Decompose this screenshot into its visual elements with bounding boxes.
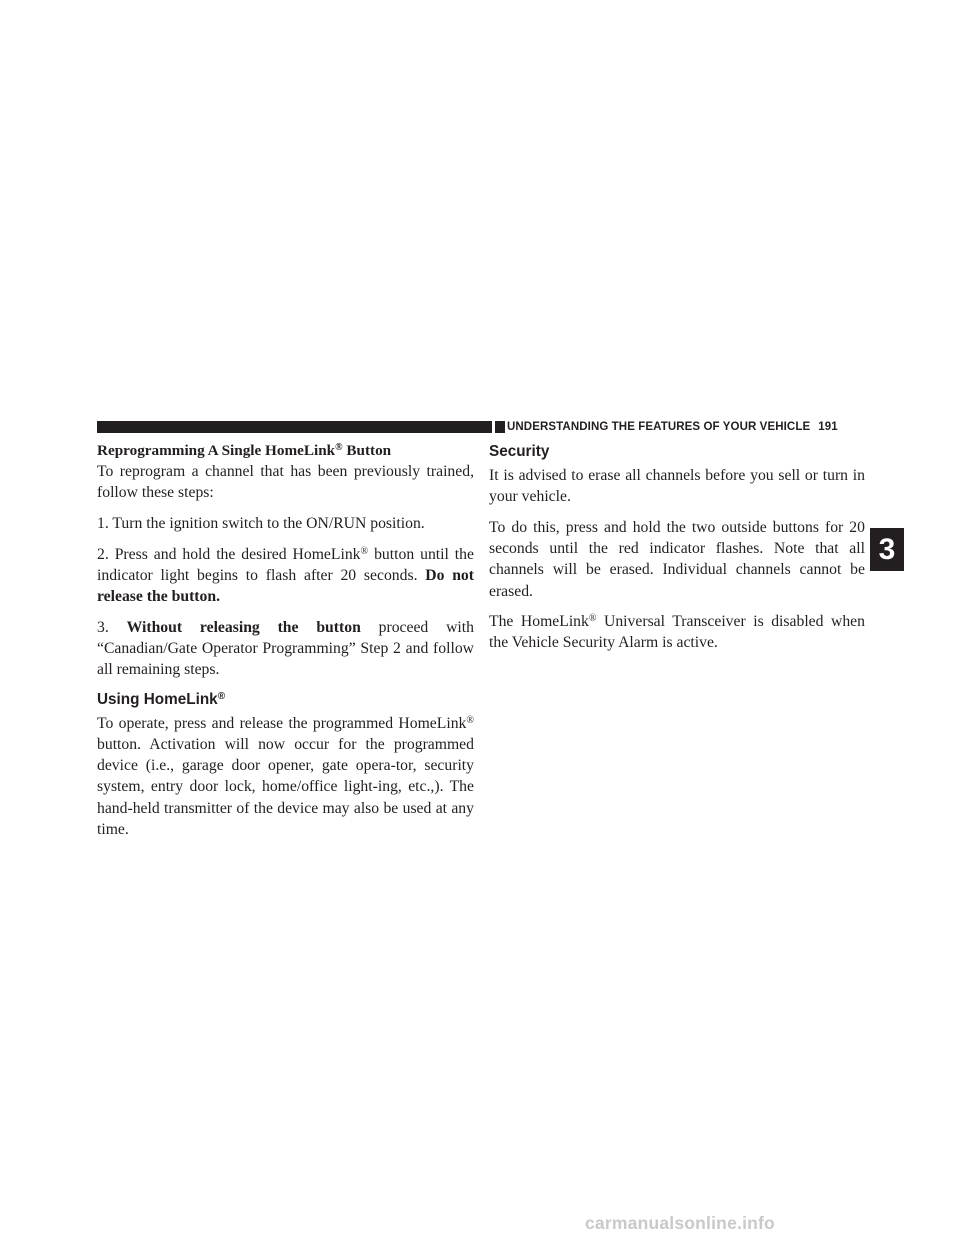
chapter-tab: 3 [870, 528, 904, 571]
using-homelink-heading [97, 690, 474, 709]
step-3-text: proceed with “Canadian/Gate Operator Programming” Step 2 and follow all remaining steps. [97, 618, 474, 679]
para-3-text-a: The HomeLink [489, 613, 589, 631]
registered-mark: ® [360, 545, 369, 557]
step-2-text-b: button until the indicator light begins to flash after 20 seconds. [97, 545, 474, 584]
step-3-bold: Without releasing the button [126, 618, 361, 636]
step-2-warning: Do not release the button. [97, 566, 474, 606]
reprogramming-subhead [97, 440, 474, 461]
subhead-text: Reprogramming A Single HomeLink [97, 442, 336, 459]
step-2 [97, 544, 474, 608]
step-1: 1. Turn the ignition switch to the ON/RUN position. [97, 514, 425, 532]
security-para-1: It is advised to erase all channels before you sell or turn in your vehicle. [489, 467, 865, 506]
header-square [495, 421, 505, 433]
step-3 [97, 617, 474, 681]
watermark: carmanualsonline.info [585, 1213, 775, 1233]
header-title-text: UNDERSTANDING THE FEATURES OF YOUR VEHICLE [507, 421, 811, 433]
section-title-text: Using HomeLink [97, 690, 218, 708]
security-para-2: To do this, press and hold the two outside buttons for 20 seconds until the red indicator flashes. Note that all channels will be erased. Individual channels cannot be erased. [489, 518, 865, 600]
step-3-number: 3. [97, 618, 127, 636]
using-text-b: button. Activation will now occur for the programmed device (i.e., garage door opener, gate opera-tor, security system, entry door lock, home/office light-ing, etc.,). The hand-held transmitter of the device may also be used at any time. [97, 736, 474, 838]
registered-mark: ® [335, 442, 343, 453]
step-2-text-a: 2. Press and hold the desired HomeLink [97, 545, 361, 563]
subhead-tail: Button [342, 442, 392, 459]
page-number: 191 [818, 421, 838, 433]
para-3-text-b: Universal Transceiver is disabled when the Vehicle Security Alarm is active. [489, 613, 865, 652]
registered-mark: ® [217, 690, 226, 702]
header-bar [97, 421, 492, 433]
security-heading: Security [489, 443, 550, 460]
using-homelink-body [97, 713, 474, 840]
right-column [489, 440, 865, 654]
using-text-a: To operate, press and release the programmed HomeLink [97, 714, 467, 732]
registered-mark: ® [588, 613, 597, 625]
security-para-3 [489, 611, 865, 653]
registered-mark: ® [466, 714, 474, 726]
left-column [97, 440, 474, 840]
header-title [507, 419, 838, 435]
reprogram-intro: To reprogram a channel that has been previously trained, follow these steps: [97, 463, 474, 502]
